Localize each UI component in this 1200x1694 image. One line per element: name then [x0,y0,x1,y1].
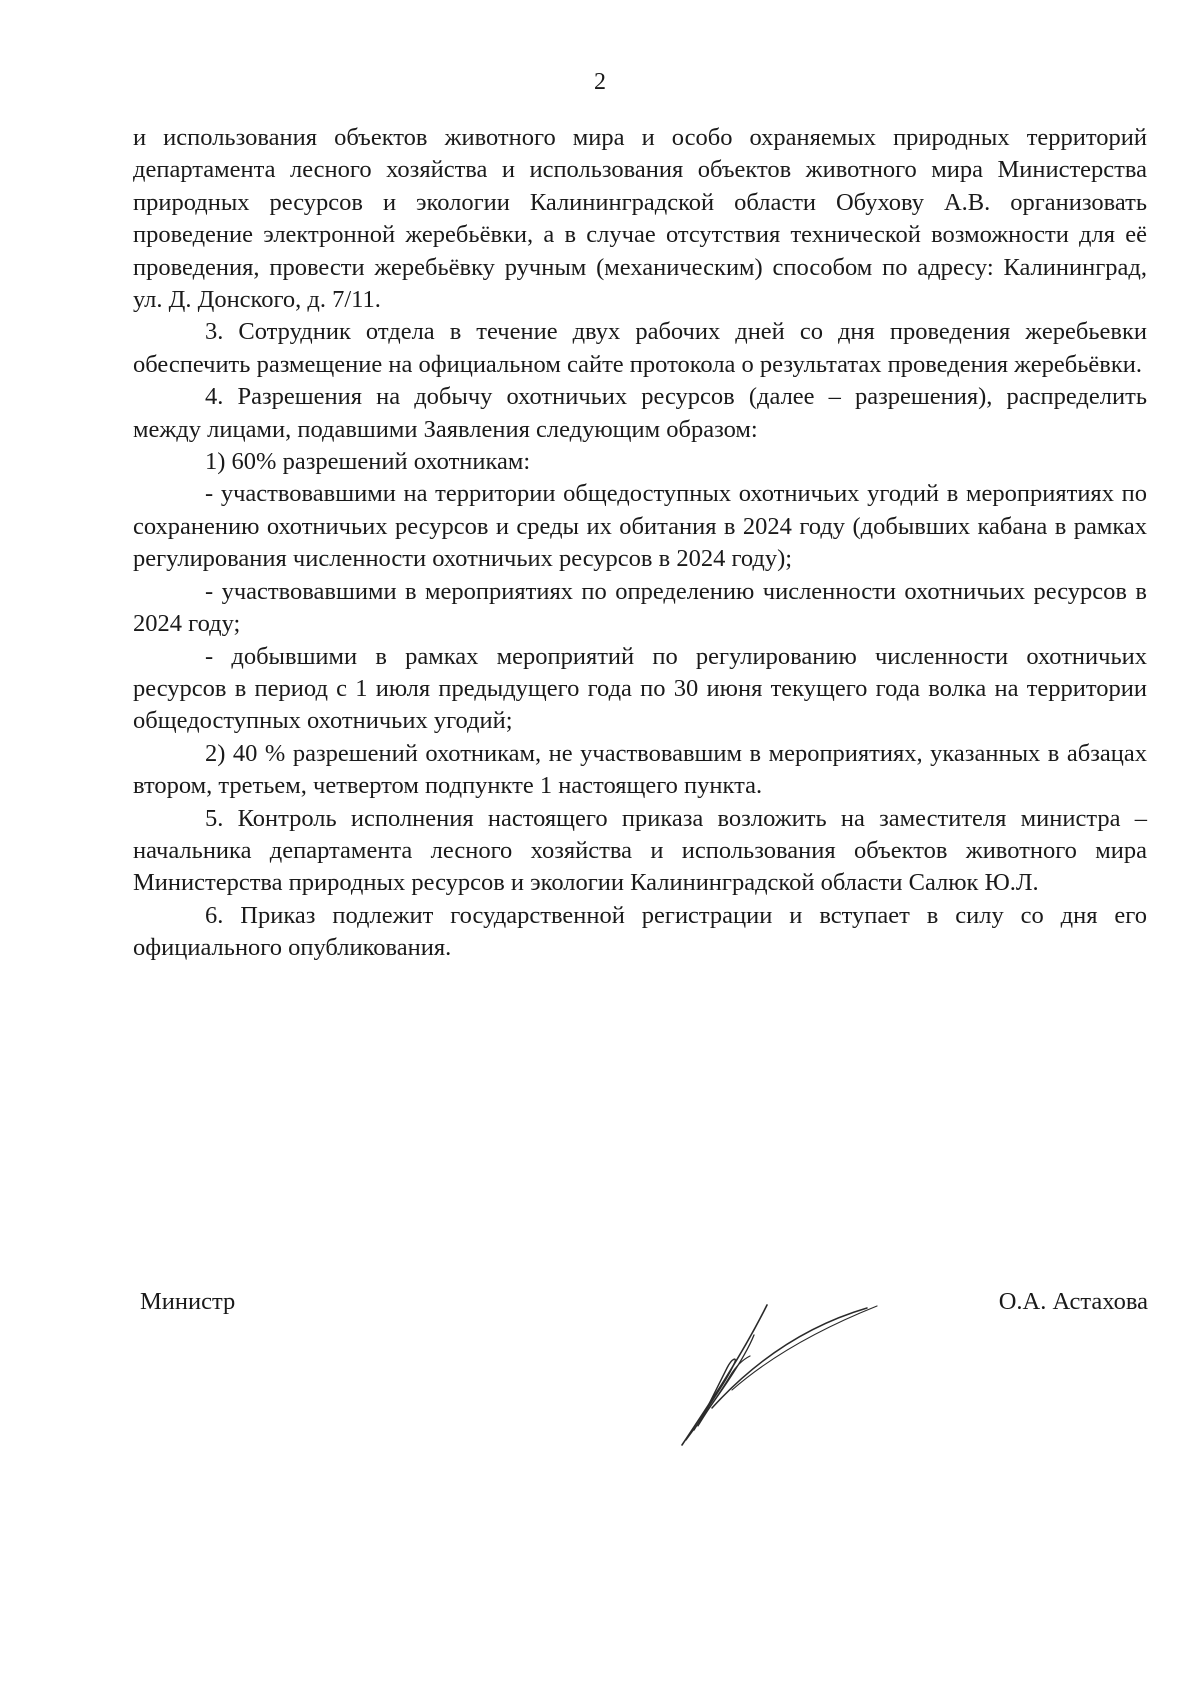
subitem-2: 2) 40 % разрешений охотникам, не участвовавшим в мероприятиях, указанных в абзацах втором, третьем, четвертом подпункте 1 настоящего пункта. [133,739,1147,800]
paragraph-item-5: 5. Контроль исполнения настоящего приказа возложить на заместителя министра – начальника департамента лесного хозяйства и использования объектов животного мира Министерства природных ресурсов и экологии Калининградской области Салюк Ю.Л. [133,804,1147,897]
paragraph-item-4: 4. Разрешения на добычу охотничьих ресурсов (далее – разрешения), распределить между лицами, подавшими Заявления следующим образом: [133,383,1147,443]
signature-block [0,1286,1200,1466]
paragraph-item-3: 3. Сотрудник отдела в течение двух рабочих дней со дня проведения жеребьевки обеспечить размещение на официальном сайте протокола о результатах проведения жеребьёвки. [133,318,1147,378]
document-body [133,122,1147,965]
page-number: 2 [594,69,606,95]
signatory-name: О.А. Астахова [998,1288,1148,1315]
handwritten-signature [672,1280,932,1450]
paragraph-continuation: и использования объектов животного мира и особо охраняемых природных территорий департамента лесного хозяйства и использования объектов животного мира Министерства природных ресурсов и экологии Калининградской области Обухову А.В. организовать проведение электронной жеребьёвки, а в случае отсутствия технической возможности для её проведения, провести жеребьёвку ручным (механическим) способом по адресу: Калининград, ул. Д. Донского, д. 7/11. [133,124,1147,314]
signatory-title: Министр [140,1288,236,1315]
subitem-1: 1) 60% разрешений охотникам: [205,448,531,476]
bullet-conservation: - участвовавшими на территории общедоступных охотничьих угодий в мероприятиях по сохранению охотничьих ресурсов и среды их обитания в 2024 году (добывших кабана в рамках регулирования численности охотничьих ресурсов в 2024 году); [133,480,1147,573]
paragraph-item-6: 6. Приказ подлежит государственной регистрации и вступает в силу со дня его официального опубликования. [133,901,1147,962]
bullet-census: - участвовавшими в мероприятиях по определению численности охотничьих ресурсов в 2024 году; [133,577,1147,638]
bullet-wolf: - добывшими в рамках мероприятий по регулированию численности охотничьих ресурсов в период с 1 июля предыдущего года по 30 июня текущего года волка на территории общедоступных охотничьих угодий; [133,642,1147,735]
